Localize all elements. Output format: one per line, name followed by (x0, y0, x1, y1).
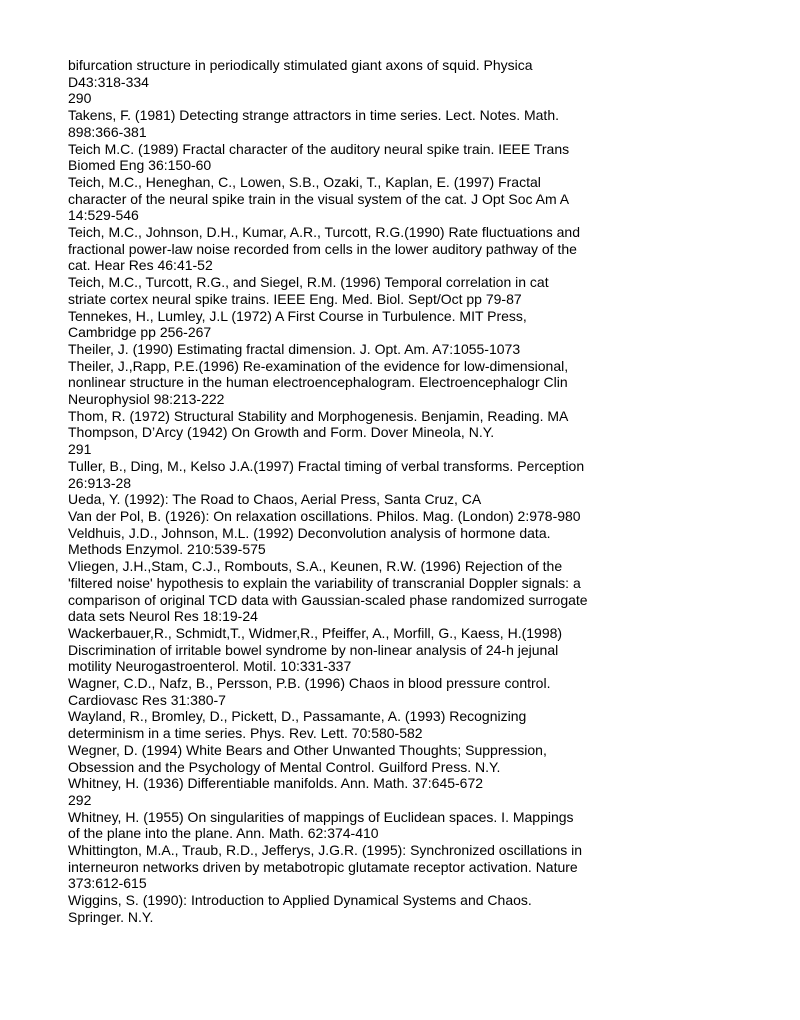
text-line: Methods Enzymol. 210:539-575 (68, 541, 266, 558)
text-line: Ueda, Y. (1992): The Road to Chaos, Aerial Press, Santa Cruz, CA (68, 491, 482, 508)
text-line: Obsession and the Psychology of Mental Control. Guilford Press. N.Y. (68, 758, 501, 775)
text-line: of the plane into the plane. Ann. Math. 62:374-410 (68, 825, 379, 842)
text-line: Thompson, D’Arcy (1942) On Growth and Form. Dover Mineola, N.Y. (68, 424, 495, 441)
text-line: Teich, M.C., Johnson, D.H., Kumar, A.R., Turcott, R.G.(1990) Rate fluctuations and (68, 224, 580, 241)
text-line: Wegner, D. (1994) White Bears and Other Unwanted Thoughts; Suppression, (68, 741, 547, 758)
text-line: data sets Neurol Res 18:19-24 (68, 608, 258, 625)
text-line: Whitney, H. (1955) On singularities of mappings of Euclidean spaces. I. Mappings (68, 808, 574, 825)
text-line: fractional power-law noise recorded from cells in the lower auditory pathway of the (68, 240, 577, 257)
text-line: Teich, M.C., Heneghan, C., Lowen, S.B., Ozaki, T., Kaplan, E. (1997) Fractal (68, 173, 541, 190)
text-line: 290 (68, 90, 92, 107)
text-line: motility Neurogastroenterol. Motil. 10:331-337 (68, 658, 352, 675)
text-line: 292 (68, 791, 92, 808)
text-line: Neurophysiol 98:213-222 (68, 391, 225, 408)
text-line: Discrimination of irritable bowel syndrome by non-linear analysis of 24-h jejunal (68, 641, 559, 658)
text-line: Veldhuis, J.D., Johnson, M.L. (1992) Deconvolution analysis of hormone data. (68, 524, 551, 541)
text-line: bifurcation structure in periodically stimulated giant axons of squid. Physica (68, 57, 533, 73)
text-line: Wayland, R., Bromley, D., Pickett, D., Passamante, A. (1993) Recognizing (68, 708, 527, 725)
text-line: Theiler, J.,Rapp, P.E.(1996) Re-examination of the evidence for low-dimensional, (68, 357, 569, 374)
text-line: Biomed Eng 36:150-60 (68, 157, 212, 174)
text-line: Teich M.C. (1989) Fractal character of the auditory neural spike train. IEEE Trans (68, 140, 570, 157)
reference-list (68, 57, 648, 926)
text-line: Cardiovasc Res 31:380-7 (68, 691, 226, 708)
text-line: D43:318-334 (68, 73, 149, 90)
text-line: Cambridge pp 256-267 (68, 324, 212, 341)
text-line: striate cortex neural spike trains. IEEE Eng. Med. Biol. Sept/Oct pp 79-87 (68, 290, 522, 307)
text-line: determinism in a time series. Phys. Rev. Lett. 70:580-582 (68, 725, 423, 742)
text-line: Tuller, B., Ding, M., Kelso J.A.(1997) Fractal timing of verbal transforms. Perception (68, 457, 585, 474)
text-line: interneuron networks driven by metabotropic glutamate receptor activation. Nature (68, 858, 578, 875)
text-line: Theiler, J. (1990) Estimating fractal dimension. J. Opt. Am. A7:1055-1073 (68, 340, 521, 357)
text-line: Tennekes, H., Lumley, J.L (1972) A First Course in Turbulence. MIT Press, (68, 307, 527, 324)
text-line: Thom, R. (1972) Structural Stability and Morphogenesis. Benjamin, Reading. MA (68, 407, 569, 424)
text-line: Springer. N.Y. (68, 908, 154, 925)
text-line: cat. Hear Res 46:41-52 (68, 257, 213, 274)
text-line: Takens, F. (1981) Detecting strange attractors in time series. Lect. Notes. Math. (68, 107, 559, 124)
text-line: Wagner, C.D., Nafz, B., Persson, P.B. (1996) Chaos in blood pressure control. (68, 675, 551, 692)
text-line: Whitney, H. (1936) Differentiable manifolds. Ann. Math. 37:645-672 (68, 775, 484, 792)
text-line: Wiggins, S. (1990): Introduction to Applied Dynamical Systems and Chaos. (68, 892, 532, 909)
text-line: 373:612-615 (68, 875, 147, 892)
text-line: 14:529-546 (68, 207, 139, 224)
text-line: 'filtered noise' hypothesis to explain the variability of transcranial Doppler signals: a (68, 574, 581, 591)
text-line: Whittington, M.A., Traub, R.D., Jefferys, J.G.R. (1995): Synchronized oscillations in (68, 842, 583, 859)
text-line: Wackerbauer,R., Schmidt,T., Widmer,R., Pfeiffer, A., Morfill, G., Kaess, H.(1998) (68, 624, 563, 641)
text-line: nonlinear structure in the human electroencephalogram. Electroencephalogr Clin (68, 374, 568, 391)
text-line: 291 (68, 441, 92, 458)
text-line: 898:366-381 (68, 123, 147, 140)
text-line: Teich, M.C., Turcott, R.G., and Siegel, R.M. (1996) Temporal correlation in cat (68, 274, 549, 291)
text-line: character of the neural spike train in the visual system of the cat. J Opt Soc Am A (68, 190, 570, 207)
text-line: comparison of original TCD data with Gaussian-scaled phase randomized surrogate (68, 591, 588, 608)
text-line: Vliegen, J.H.,Stam, C.J., Rombouts, S.A., Keunen, R.W. (1996) Rejection of the (68, 558, 563, 575)
text-line: Van der Pol, B. (1926): On relaxation oscillations. Philos. Mag. (London) 2:978-980 (68, 507, 581, 524)
text-line: 26:913-28 (68, 474, 132, 491)
